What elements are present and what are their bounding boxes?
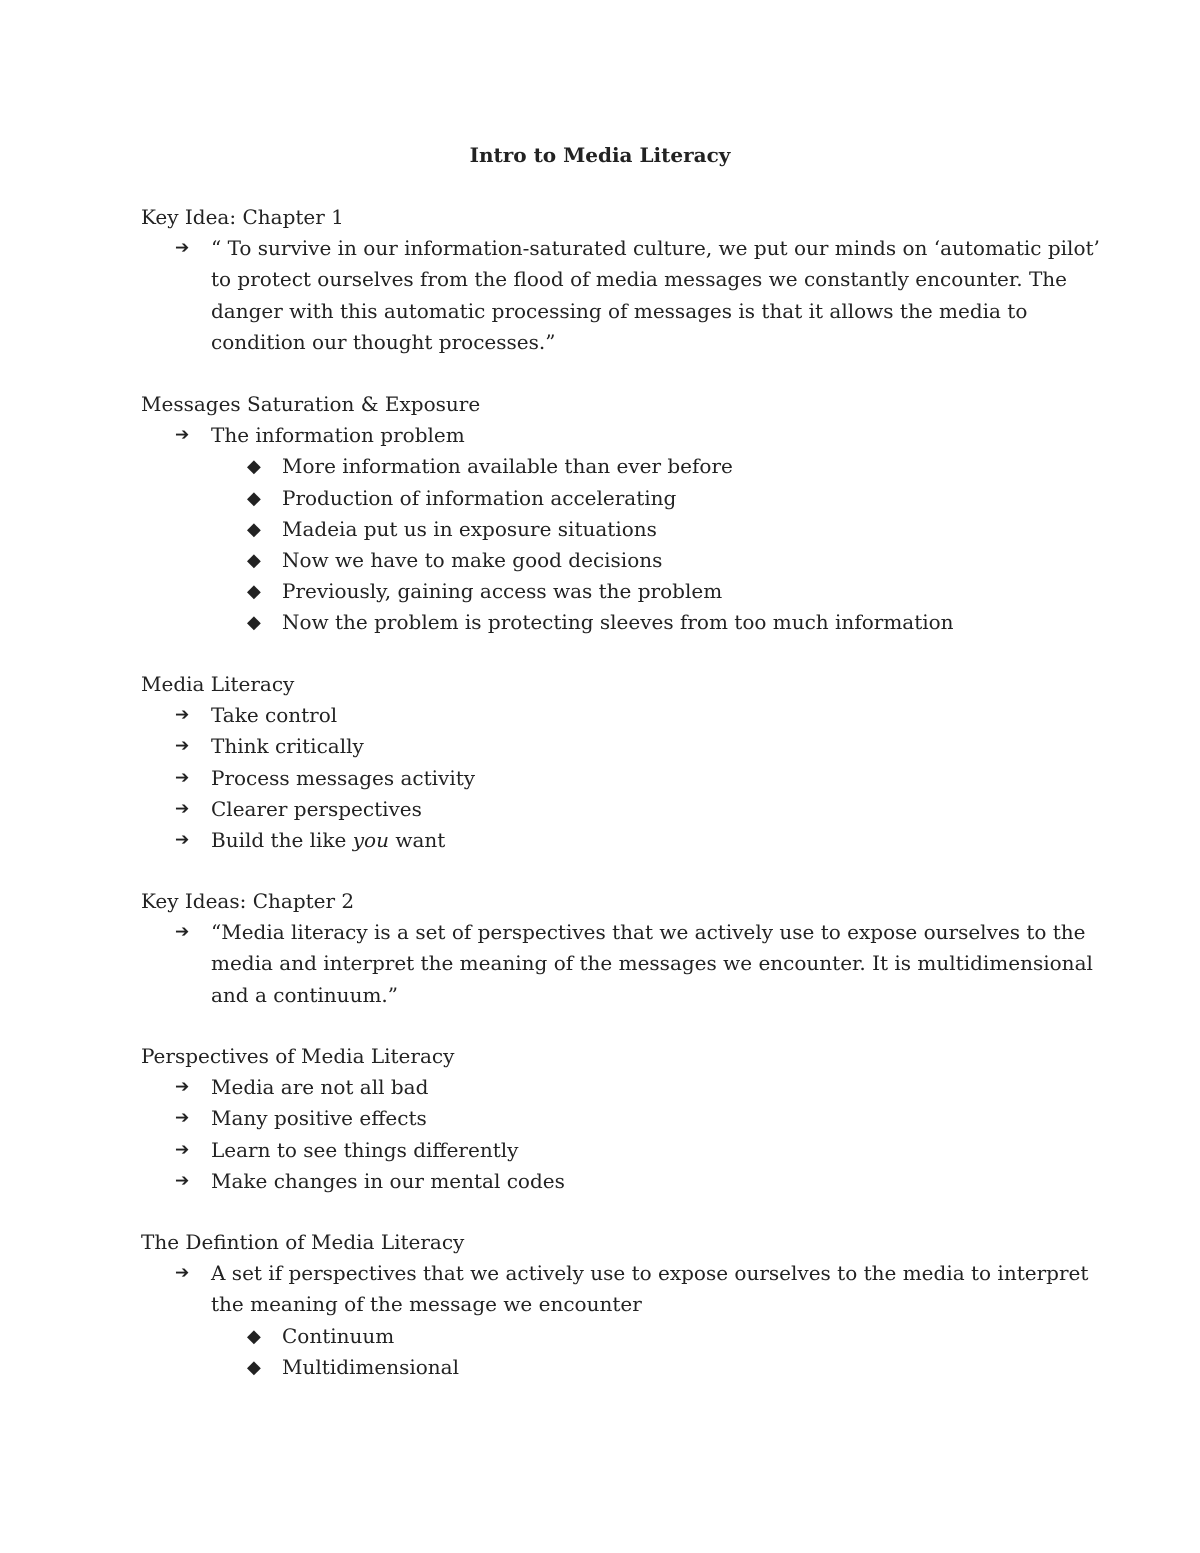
section-message-saturation <box>141 389 1101 639</box>
diamond-bullet-icon: ◆ <box>247 487 261 509</box>
arrow-bullet-icon: ➔ <box>175 1077 190 1098</box>
diamond-bullet-icon: ◆ <box>247 1356 261 1378</box>
sub-list-item-text: Now the problem is protecting sleeves from too much information <box>282 610 954 635</box>
arrow-bullet-icon: ➔ <box>175 830 190 851</box>
list-item <box>141 1103 1101 1134</box>
page-title: Intro to Media Literacy <box>469 143 731 167</box>
list-item-text-after: want <box>388 828 446 853</box>
sub-list-item <box>141 1321 1101 1352</box>
list-item-text: Learn to see things differently <box>211 1137 519 1162</box>
sub-list-item-text: Multidimensional <box>282 1354 459 1379</box>
section-heading: Key Idea: Chapter 1 <box>141 205 344 229</box>
sub-list-item-text: More information available than ever before <box>282 454 733 479</box>
list-item-text: Process messages activity <box>211 765 476 790</box>
section-heading: Messages Saturation & Exposure <box>141 392 481 416</box>
quote-text: “ To survive in our information-saturated culture, we put our minds on ‘automatic pilot’ to protect ourselves from the flood of media messages we constantly encounter. The danger with this automatic processing of messages is that it allows the media to condition our thought processes.” <box>211 236 1100 354</box>
sub-list-item-text: Continuum <box>282 1323 395 1348</box>
list-item-text: A set if perspectives that we actively use to expose ourselves to the media to interpret the meaning of the message we encounter <box>211 1261 1089 1317</box>
sub-list-item <box>141 514 1101 545</box>
list-item <box>141 1258 1101 1320</box>
arrow-bullet-icon: ➔ <box>175 1139 190 1160</box>
list-item-text: Many positive effects <box>211 1106 427 1131</box>
list-item <box>141 763 1101 794</box>
list-item <box>141 233 1101 358</box>
list-item <box>141 700 1101 731</box>
list-item <box>141 1166 1101 1197</box>
section-heading: The Defintion of Media Literacy <box>141 1230 465 1254</box>
list-item-text: Make changes in our mental codes <box>211 1168 565 1193</box>
section-perspectives <box>141 1041 1101 1197</box>
section-heading: Key Ideas: Chapter 2 <box>141 889 355 913</box>
arrow-bullet-icon: ➔ <box>175 425 190 446</box>
sub-list-item-text: Production of information accelerating <box>282 485 677 510</box>
sub-list-item-text: Now we have to make good decisions <box>282 548 663 573</box>
arrow-bullet-icon: ➔ <box>175 1108 190 1129</box>
list-item <box>141 825 1101 856</box>
diamond-bullet-icon: ◆ <box>247 581 261 603</box>
list-item-text: Media are not all bad <box>211 1075 429 1100</box>
arrow-bullet-icon: ➔ <box>175 767 190 788</box>
list-item-text-before: Build the like <box>211 828 353 853</box>
arrow-bullet-icon: ➔ <box>175 1263 190 1284</box>
sub-list-item <box>141 1352 1101 1383</box>
section-definition <box>141 1227 1101 1383</box>
list-item-text: Take control <box>211 703 338 728</box>
section-key-idea-chapter-1 <box>141 202 1101 358</box>
list-item-text: Clearer perspectives <box>211 796 422 821</box>
section-key-ideas-chapter-2 <box>141 886 1101 1011</box>
diamond-bullet-icon: ◆ <box>247 612 261 634</box>
sub-list-item-text: Madeia put us in exposure situations <box>282 516 657 541</box>
sub-list-item <box>141 607 1101 638</box>
section-media-literacy <box>141 669 1101 856</box>
arrow-bullet-icon: ➔ <box>175 238 190 259</box>
quote-text: “Media literacy is a set of perspectives that we actively use to expose ourselves to the media and interpret the meaning of the messages we encounter. It is multidimensional and a continuum.” <box>211 920 1093 1007</box>
sub-list-item <box>141 545 1101 576</box>
arrow-bullet-icon: ➔ <box>175 922 190 943</box>
sub-list-item-text: Previously, gaining access was the problem <box>282 579 723 604</box>
sub-list-item <box>141 576 1101 607</box>
list-item <box>141 420 1101 451</box>
diamond-bullet-icon: ◆ <box>247 518 261 540</box>
list-item <box>141 1135 1101 1166</box>
arrow-bullet-icon: ➔ <box>175 1170 190 1191</box>
sub-list-item <box>141 451 1101 482</box>
section-heading: Perspectives of Media Literacy <box>141 1044 455 1068</box>
list-item <box>141 794 1101 825</box>
list-item <box>141 731 1101 762</box>
list-item-text: Think critically <box>211 734 364 759</box>
list-item <box>141 917 1101 1011</box>
list-item <box>141 1072 1101 1103</box>
diamond-bullet-icon: ◆ <box>247 456 261 478</box>
list-item-emphasis: you <box>352 828 389 853</box>
sub-list-item <box>141 483 1101 514</box>
arrow-bullet-icon: ➔ <box>175 705 190 726</box>
section-heading: Media Literacy <box>141 672 295 696</box>
arrow-bullet-icon: ➔ <box>175 798 190 819</box>
diamond-bullet-icon: ◆ <box>247 1325 261 1347</box>
diamond-bullet-icon: ◆ <box>247 550 261 572</box>
arrow-bullet-icon: ➔ <box>175 736 190 757</box>
list-item-text: The information problem <box>211 423 465 448</box>
